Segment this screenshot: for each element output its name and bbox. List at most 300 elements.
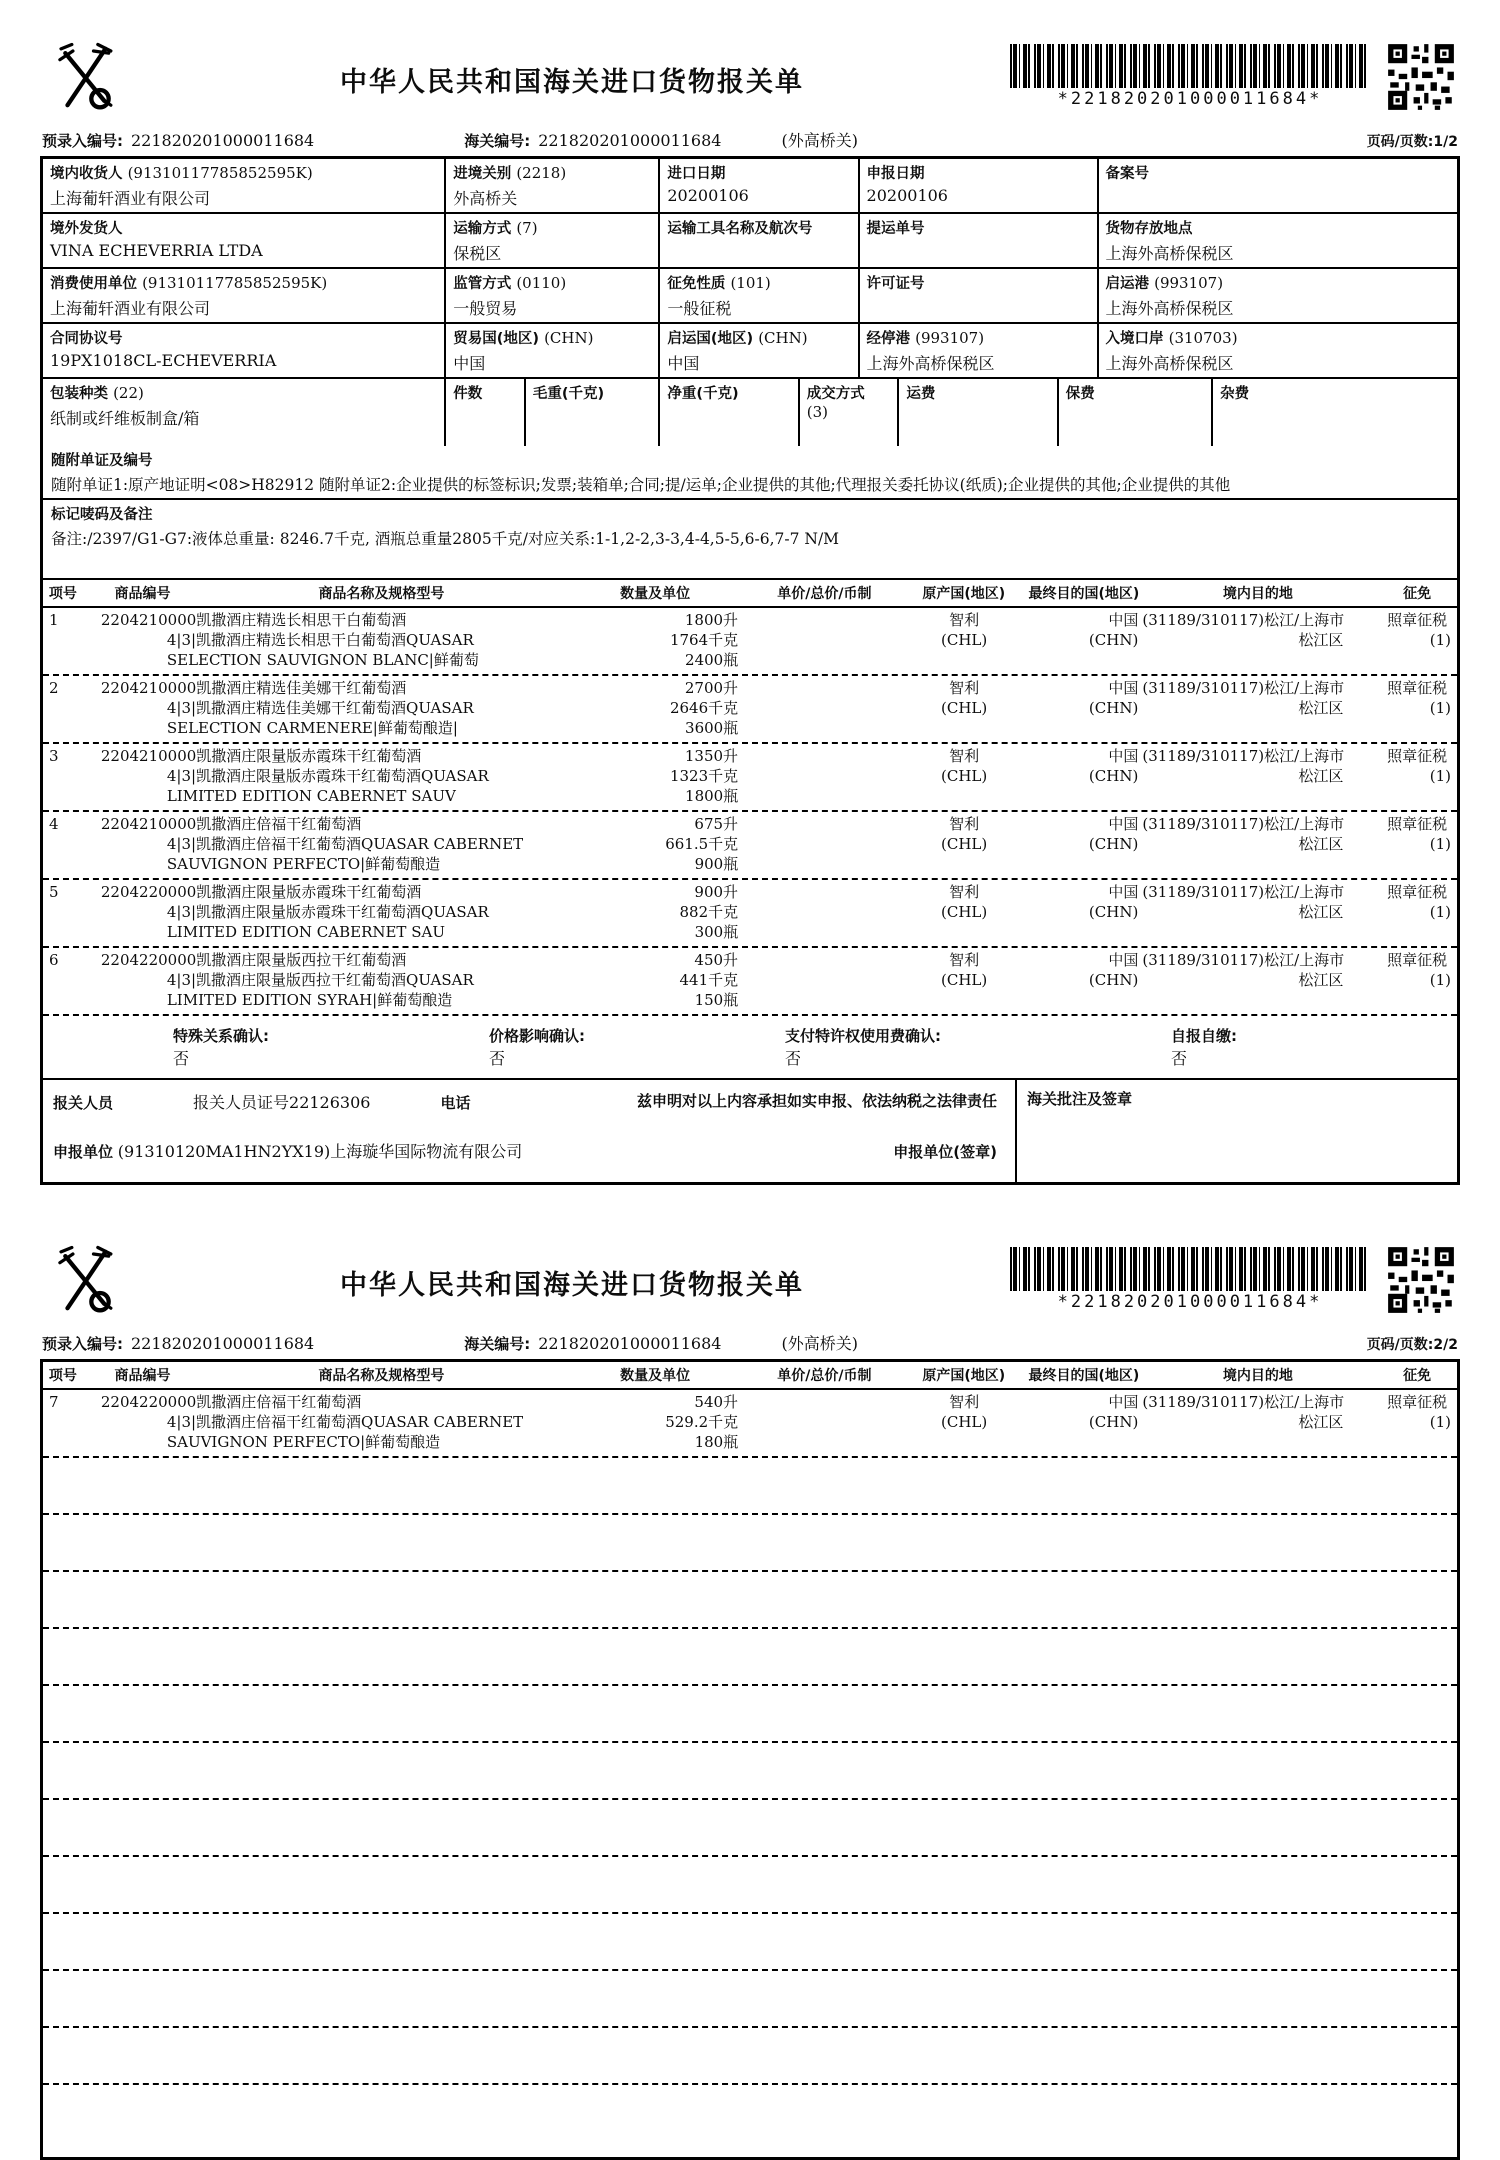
confirmation-value: 否 bbox=[173, 1049, 190, 1068]
item-cell bbox=[1138, 786, 1377, 806]
item-cell: 4|3|凯撒酒庄倍福干红葡萄酒QUASAR CABERNET bbox=[166, 835, 524, 853]
item-cell: 照章征税 bbox=[1387, 815, 1448, 833]
item-cell: (CHL) bbox=[941, 903, 988, 921]
field-label: 运费 bbox=[906, 386, 936, 402]
item-cell: 882千克 bbox=[679, 903, 739, 921]
item-cell bbox=[750, 814, 899, 834]
pre-entry-number: 221820201000011684 bbox=[131, 1334, 315, 1353]
field-label: 消费使用单位 (91310117785852595K) bbox=[50, 274, 328, 292]
item-cell bbox=[1029, 718, 1139, 738]
field-value bbox=[453, 406, 517, 425]
field-code: (CHN) bbox=[758, 329, 808, 347]
item-cell bbox=[750, 854, 899, 874]
items-header-cell: 单价/总价/币制 bbox=[777, 1368, 872, 1384]
field-code: (993107) bbox=[915, 329, 985, 347]
item-cell: LIMITED EDITION CABERNET SAU bbox=[166, 923, 445, 941]
item-line bbox=[43, 786, 1457, 806]
customs-emblem-logo bbox=[40, 1241, 134, 1323]
item-line bbox=[43, 766, 1457, 786]
item-line bbox=[43, 970, 1457, 990]
field-value: 上海葡轩酒业有限公司 bbox=[50, 299, 211, 318]
field-value bbox=[667, 241, 850, 260]
field-code: (101) bbox=[730, 274, 771, 292]
field-label: 货物存放地点 bbox=[1105, 221, 1193, 237]
field-value bbox=[906, 406, 1049, 425]
item-cell bbox=[1377, 854, 1457, 874]
confirmation-item bbox=[1171, 1025, 1237, 1069]
item-cell: 2204220000凯撒酒庄倍福干红葡萄酒 bbox=[100, 1393, 362, 1411]
item-cell: (CHL) bbox=[941, 699, 988, 717]
customs-number: 221820201000011684 bbox=[538, 131, 722, 150]
header-code-block bbox=[1010, 1241, 1460, 1315]
items-header-cell: 项号 bbox=[48, 586, 77, 602]
field-label: 净重(千克) bbox=[667, 386, 739, 402]
field-value: 上海葡轩酒业有限公司 bbox=[50, 189, 211, 208]
item-cell: (1) bbox=[1429, 835, 1452, 853]
item-cell bbox=[43, 698, 83, 718]
item-cell: 松江区 bbox=[1298, 835, 1344, 853]
pre-entry-row bbox=[42, 1331, 1458, 1354]
empty-row bbox=[43, 1686, 1457, 1743]
item-cell bbox=[1138, 990, 1377, 1010]
item-cell: 4|3|凯撒酒庄限量版赤霞珠干红葡萄酒QUASAR bbox=[166, 903, 489, 921]
item-cell: 2646千克 bbox=[669, 699, 739, 717]
item-cell bbox=[750, 718, 899, 738]
info-row bbox=[43, 324, 1457, 379]
footer-declarant-cell bbox=[43, 1080, 1017, 1182]
info-cell bbox=[1213, 379, 1457, 446]
empty-row bbox=[43, 1572, 1457, 1629]
item-cell: (1) bbox=[1429, 699, 1452, 717]
item-cell bbox=[750, 1412, 899, 1432]
item-cell: (CHL) bbox=[941, 835, 988, 853]
page-number: 页码/页数:2/2 bbox=[1366, 1337, 1458, 1353]
item-cell: 1 bbox=[49, 611, 59, 629]
item-cell bbox=[900, 990, 1029, 1010]
item-cell: 2204210000凯撒酒庄精选佳美娜干红葡萄酒 bbox=[100, 679, 407, 697]
item-cell: 661.5千克 bbox=[665, 835, 739, 853]
items-header-cell: 商品名称及规格型号 bbox=[318, 1368, 445, 1384]
confirmation-value: 否 bbox=[489, 1049, 506, 1068]
item-row bbox=[43, 812, 1457, 880]
item-cell: 松江区 bbox=[1298, 903, 1344, 921]
item-cell bbox=[1138, 1432, 1377, 1452]
item-cell bbox=[900, 922, 1029, 942]
field-label: 监管方式 (0110) bbox=[453, 274, 567, 292]
item-cell: 2400瓶 bbox=[685, 651, 739, 669]
item-cell bbox=[750, 834, 899, 854]
item-cell: (31189/310117)松江/上海市 bbox=[1142, 679, 1345, 697]
item-cell bbox=[1377, 786, 1457, 806]
item-line bbox=[43, 650, 1457, 670]
item-cell: 中国 bbox=[1108, 951, 1139, 969]
item-cell: 松江区 bbox=[1298, 971, 1344, 989]
item-cell: LIMITED EDITION SYRAH|鲜葡萄酿造 bbox=[166, 991, 453, 1009]
item-cell: 松江区 bbox=[1298, 767, 1344, 785]
item-line bbox=[43, 1392, 1457, 1412]
field-label: 申报日期 bbox=[866, 166, 925, 182]
field-label: 件数 bbox=[453, 386, 483, 402]
item-cell: SAUVIGNON PERFECTO|鲜葡萄酿造 bbox=[166, 855, 441, 873]
field-value bbox=[667, 406, 790, 425]
field-value: 20200106 bbox=[667, 186, 749, 205]
empty-row bbox=[43, 1971, 1457, 2028]
confirmation-item bbox=[489, 1025, 585, 1069]
pre-entry-label: 预录入编号: bbox=[42, 132, 123, 150]
confirmation-value: 否 bbox=[785, 1049, 802, 1068]
info-cell bbox=[43, 324, 446, 377]
item-row bbox=[43, 676, 1457, 744]
item-cell: 180瓶 bbox=[694, 1433, 739, 1451]
confirmation-label: 价格影响确认: bbox=[489, 1027, 585, 1045]
item-cell: 2204220000凯撒酒庄限量版赤霞珠干红葡萄酒 bbox=[100, 883, 422, 901]
field-value: 上海外高桥保税区 bbox=[1105, 354, 1234, 373]
item-cell: 540升 bbox=[694, 1393, 739, 1411]
item-cell: 照章征税 bbox=[1387, 1393, 1448, 1411]
item-cell: 照章征税 bbox=[1387, 951, 1448, 969]
item-cell: (CHN) bbox=[1088, 1413, 1139, 1431]
items-header-cell: 数量及单位 bbox=[620, 1368, 691, 1384]
item-cell bbox=[43, 718, 83, 738]
item-cell bbox=[750, 698, 899, 718]
field-value: 20200106 bbox=[866, 186, 948, 205]
pre-entry-number: 221820201000011684 bbox=[131, 131, 315, 150]
attached-docs-label: 随附单证及编号 bbox=[51, 453, 153, 469]
info-cell bbox=[860, 159, 1099, 212]
items-header-cell: 项号 bbox=[48, 1368, 77, 1384]
item-cell bbox=[1138, 650, 1377, 670]
item-cell: (CHL) bbox=[941, 631, 988, 649]
field-value: 保税区 bbox=[453, 244, 502, 263]
item-cell: (1) bbox=[1429, 1413, 1452, 1431]
info-cell bbox=[43, 214, 446, 267]
item-cell bbox=[43, 902, 83, 922]
item-cell: (CHN) bbox=[1088, 699, 1139, 717]
item-cell: (CHN) bbox=[1088, 971, 1139, 989]
item-cell bbox=[1377, 990, 1457, 1010]
items-header-cell: 单价/总价/币制 bbox=[777, 586, 872, 602]
items-header-cell: 商品名称及规格型号 bbox=[318, 586, 445, 602]
item-cell: 2204210000凯撒酒庄限量版赤霞珠干红葡萄酒 bbox=[100, 747, 422, 765]
marks-notes-label: 标记唛码及备注 bbox=[51, 507, 153, 523]
item-cell bbox=[750, 746, 899, 766]
item-cell: (1) bbox=[1429, 767, 1452, 785]
field-value: VINA ECHEVERRIA LTDA bbox=[50, 241, 263, 260]
item-line bbox=[43, 950, 1457, 970]
field-label: 贸易国(地区) (CHN) bbox=[453, 329, 594, 347]
item-line bbox=[43, 698, 1457, 718]
item-cell: 智利 bbox=[949, 747, 980, 765]
item-cell: 智利 bbox=[949, 1393, 980, 1411]
item-cell: 450升 bbox=[694, 951, 739, 969]
info-cell bbox=[899, 379, 1058, 446]
item-cell: 中国 bbox=[1108, 815, 1139, 833]
item-cell: 4|3|凯撒酒庄倍福干红葡萄酒QUASAR CABERNET bbox=[166, 1413, 524, 1431]
field-value: 一般征税 bbox=[667, 299, 732, 318]
items-header-cell: 征免 bbox=[1403, 586, 1432, 602]
items-header-cell: 数量及单位 bbox=[620, 586, 691, 602]
item-cell: SELECTION CARMENERE|鲜葡萄酿造| bbox=[166, 719, 458, 737]
field-label: 杂费 bbox=[1220, 386, 1250, 402]
items-header-cell: 境内目的地 bbox=[1222, 586, 1293, 602]
info-cell bbox=[660, 214, 859, 267]
info-cell bbox=[446, 379, 526, 446]
item-cell: 智利 bbox=[949, 679, 980, 697]
field-value bbox=[533, 406, 651, 425]
field-label: 许可证号 bbox=[866, 276, 925, 292]
declaration-page-2 bbox=[40, 1185, 1460, 2160]
item-cell: (CHN) bbox=[1088, 903, 1139, 921]
item-cell: 1800升 bbox=[684, 611, 739, 629]
empty-row bbox=[43, 1515, 1457, 1572]
field-value bbox=[1220, 406, 1450, 425]
phone-label: 电话 bbox=[440, 1094, 471, 1112]
field-label: 成交方式 (3) bbox=[806, 386, 865, 421]
item-cell bbox=[1029, 650, 1139, 670]
field-value bbox=[1106, 186, 1450, 205]
item-cell bbox=[750, 970, 899, 990]
page-header bbox=[40, 38, 1460, 124]
item-cell bbox=[900, 854, 1029, 874]
document-title: 中华人民共和国海关进口货物报关单 bbox=[340, 1270, 804, 1301]
items-table-header bbox=[43, 1362, 1457, 1390]
sign-label: 申报单位(签章) bbox=[893, 1143, 997, 1161]
field-code: (91310117785852595K) bbox=[127, 164, 313, 182]
item-cell bbox=[1029, 1432, 1139, 1452]
empty-continuation-rows bbox=[43, 1458, 1457, 2157]
item-line bbox=[43, 922, 1457, 942]
item-cell: 1764千克 bbox=[669, 631, 739, 649]
info-cell bbox=[446, 324, 660, 377]
declare-unit-label: 申报单位 bbox=[53, 1143, 114, 1161]
info-cell bbox=[1099, 324, 1457, 377]
item-line bbox=[43, 814, 1457, 834]
item-cell: 2204210000凯撒酒庄倍福干红葡萄酒 bbox=[100, 815, 362, 833]
item-cell: SELECTION SAUVIGNON BLANC|鲜葡萄 bbox=[166, 651, 479, 669]
item-cell: (1) bbox=[1429, 971, 1452, 989]
item-cell: SAUVIGNON PERFECTO|鲜葡萄酿造 bbox=[166, 1433, 441, 1451]
field-code: (91310117785852595K) bbox=[142, 274, 328, 292]
item-cell: 300瓶 bbox=[694, 923, 739, 941]
pre-entry-row bbox=[42, 128, 1458, 151]
item-cell: 中国 bbox=[1108, 747, 1139, 765]
item-cell: 3 bbox=[49, 747, 59, 765]
item-cell: 松江区 bbox=[1298, 699, 1344, 717]
item-cell bbox=[750, 650, 899, 670]
customs-office: (外高桥关) bbox=[781, 131, 858, 150]
item-line bbox=[43, 1432, 1457, 1452]
confirmation-item bbox=[173, 1025, 269, 1069]
qr-code bbox=[1386, 1245, 1456, 1315]
item-cell: 松江区 bbox=[1298, 1413, 1344, 1431]
items-header-cell: 境内目的地 bbox=[1222, 1368, 1293, 1384]
field-value: 上海外高桥保税区 bbox=[1105, 244, 1234, 263]
item-cell bbox=[1377, 650, 1457, 670]
confirmation-value: 否 bbox=[1171, 1049, 1188, 1068]
item-cell: (31189/310117)松江/上海市 bbox=[1142, 747, 1345, 765]
item-cell: 5 bbox=[49, 883, 59, 901]
info-cell bbox=[43, 379, 446, 446]
item-cell bbox=[750, 922, 899, 942]
item-cell bbox=[1138, 718, 1377, 738]
info-cell bbox=[660, 324, 859, 377]
empty-row bbox=[43, 1743, 1457, 1800]
field-code: (3) bbox=[806, 403, 829, 421]
field-value: 外高桥关 bbox=[453, 189, 518, 208]
field-label: 境外发货人 bbox=[50, 221, 123, 237]
item-cell: 2700升 bbox=[684, 679, 739, 697]
barcode bbox=[1010, 44, 1370, 88]
item-cell: 照章征税 bbox=[1387, 611, 1448, 629]
field-label: 启运国(地区) (CHN) bbox=[667, 329, 808, 347]
item-cell: 1800瓶 bbox=[685, 787, 739, 805]
item-cell: 900升 bbox=[694, 883, 739, 901]
item-cell: 2204220000凯撒酒庄限量版西拉干红葡萄酒 bbox=[100, 951, 407, 969]
declaration-form-box bbox=[40, 156, 1460, 1185]
info-cell bbox=[860, 269, 1099, 322]
field-code: (993107) bbox=[1154, 274, 1224, 292]
header-code-block bbox=[1010, 38, 1460, 112]
field-code: (310703) bbox=[1168, 329, 1238, 347]
info-row bbox=[43, 159, 1457, 214]
empty-row bbox=[43, 2085, 1457, 2157]
empty-row bbox=[43, 1914, 1457, 1971]
item-cell: (1) bbox=[1429, 903, 1452, 921]
info-cell bbox=[660, 159, 859, 212]
field-value: 19PX1018CL-ECHEVERRIA bbox=[50, 351, 277, 370]
field-label: 运输工具名称及航次号 bbox=[667, 221, 813, 237]
item-cell bbox=[900, 1432, 1029, 1452]
declaration-page-1 bbox=[40, 0, 1460, 1185]
item-cell: (CHN) bbox=[1088, 631, 1139, 649]
item-cell bbox=[750, 1392, 899, 1412]
barcode-text: *221820201000011684* bbox=[1057, 1292, 1323, 1312]
items-table-body bbox=[43, 608, 1457, 1016]
item-row bbox=[43, 608, 1457, 676]
item-cell: 照章征税 bbox=[1387, 747, 1448, 765]
items-header-cell: 原产国(地区) bbox=[922, 1368, 1006, 1384]
customs-no-label: 海关编号: bbox=[464, 1335, 531, 1353]
field-label: 运输方式 (7) bbox=[453, 219, 538, 237]
info-cell bbox=[43, 269, 446, 322]
agent-cert-number: 报关人员证号22126306 bbox=[193, 1093, 371, 1112]
document-title: 中华人民共和国海关进口货物报关单 bbox=[340, 67, 804, 98]
item-cell: 4|3|凯撒酒庄限量版西拉干红葡萄酒QUASAR bbox=[166, 971, 474, 989]
item-cell: 中国 bbox=[1108, 883, 1139, 901]
field-value: 上海外高桥保税区 bbox=[866, 354, 995, 373]
item-cell: 1350升 bbox=[684, 747, 739, 765]
item-line bbox=[43, 902, 1457, 922]
item-cell bbox=[1138, 922, 1377, 942]
item-cell bbox=[750, 786, 899, 806]
field-label: 保费 bbox=[1065, 386, 1095, 402]
field-label: 合同协议号 bbox=[50, 331, 123, 347]
item-cell: 智利 bbox=[949, 611, 980, 629]
field-value bbox=[807, 424, 891, 443]
item-cell: 中国 bbox=[1108, 611, 1139, 629]
field-code: (0110) bbox=[516, 274, 567, 292]
item-cell: (CHL) bbox=[941, 767, 988, 785]
items-header-cell: 最终目的国(地区) bbox=[1028, 586, 1140, 602]
item-line bbox=[43, 718, 1457, 738]
item-cell bbox=[1029, 922, 1139, 942]
item-cell: 4|3|凯撒酒庄精选佳美娜干红葡萄酒QUASAR bbox=[166, 699, 474, 717]
field-label: 经停港 (993107) bbox=[866, 329, 985, 347]
item-cell: 照章征税 bbox=[1387, 883, 1448, 901]
empty-row bbox=[43, 1857, 1457, 1914]
item-cell: 2204210000凯撒酒庄精选长相思干白葡萄酒 bbox=[100, 611, 407, 629]
confirmation-label: 支付特许权使用费确认: bbox=[785, 1027, 941, 1045]
customs-emblem-logo bbox=[40, 38, 134, 120]
confirmation-item bbox=[785, 1025, 941, 1069]
info-cell bbox=[800, 379, 900, 446]
item-cell bbox=[43, 970, 83, 990]
customs-no-label: 海关编号: bbox=[464, 132, 531, 150]
info-cell bbox=[660, 379, 799, 446]
item-row bbox=[43, 880, 1457, 948]
item-cell: 4|3|凯撒酒庄精选长相思干白葡萄酒QUASAR bbox=[166, 631, 474, 649]
item-cell: 7 bbox=[49, 1393, 59, 1411]
declare-unit-value: (91310120MA1HN2YX19)上海璇华国际物流有限公司 bbox=[117, 1142, 523, 1161]
item-cell: 150瓶 bbox=[694, 991, 739, 1009]
item-cell bbox=[750, 990, 899, 1010]
declaration-form-box-p2 bbox=[40, 1359, 1460, 2160]
info-cell bbox=[1059, 379, 1213, 446]
field-value: 中国 bbox=[453, 354, 486, 373]
item-cell: (CHL) bbox=[941, 971, 988, 989]
item-cell bbox=[43, 1432, 83, 1452]
item-cell: 529.2千克 bbox=[665, 1413, 739, 1431]
info-row bbox=[43, 379, 1457, 446]
item-cell bbox=[1377, 1432, 1457, 1452]
customs-note-cell: 海关批注及签章 bbox=[1027, 1090, 1133, 1108]
item-cell: 675升 bbox=[694, 815, 739, 833]
item-cell bbox=[43, 990, 83, 1010]
items-table-body bbox=[43, 1390, 1457, 1458]
item-cell: (31189/310117)松江/上海市 bbox=[1142, 815, 1345, 833]
item-cell bbox=[750, 630, 899, 650]
item-cell: 900瓶 bbox=[694, 855, 739, 873]
marks-notes-row bbox=[43, 500, 1457, 580]
info-cell bbox=[526, 379, 660, 446]
item-cell: 2 bbox=[49, 679, 59, 697]
empty-row bbox=[43, 1458, 1457, 1515]
field-code: (2218) bbox=[516, 164, 567, 182]
info-cell bbox=[1099, 269, 1457, 322]
item-cell bbox=[43, 630, 83, 650]
item-cell bbox=[1377, 718, 1457, 738]
item-cell: (31189/310117)松江/上海市 bbox=[1142, 951, 1345, 969]
marks-notes-text: 备注:/2397/G1-G7:液体总重量: 8246.7千克, 酒瓶总重量2805千克/对应关系:1-1,2-2,3-3,4-4,5-5,6-6,7-7 N/M bbox=[51, 530, 840, 548]
footer-row bbox=[43, 1080, 1457, 1182]
item-cell: 6 bbox=[49, 951, 59, 969]
declaration-statement: 兹申明对以上内容承担如实申报、依法纳税之法律责任 bbox=[636, 1092, 997, 1110]
info-cell bbox=[1099, 214, 1457, 267]
info-row bbox=[43, 269, 1457, 324]
info-cell bbox=[43, 159, 446, 212]
item-cell: LIMITED EDITION CABERNET SAUV bbox=[166, 787, 456, 805]
field-value: 上海外高桥保税区 bbox=[1105, 299, 1234, 318]
field-label: 征免性质 (101) bbox=[667, 274, 771, 292]
info-cell bbox=[860, 324, 1099, 377]
item-cell bbox=[750, 902, 899, 922]
item-cell bbox=[750, 678, 899, 698]
barcode-text: *221820201000011684* bbox=[1057, 89, 1323, 109]
customs-number: 221820201000011684 bbox=[538, 1334, 722, 1353]
info-grid bbox=[43, 159, 1457, 446]
item-cell bbox=[43, 834, 83, 854]
field-code: (7) bbox=[516, 219, 538, 237]
